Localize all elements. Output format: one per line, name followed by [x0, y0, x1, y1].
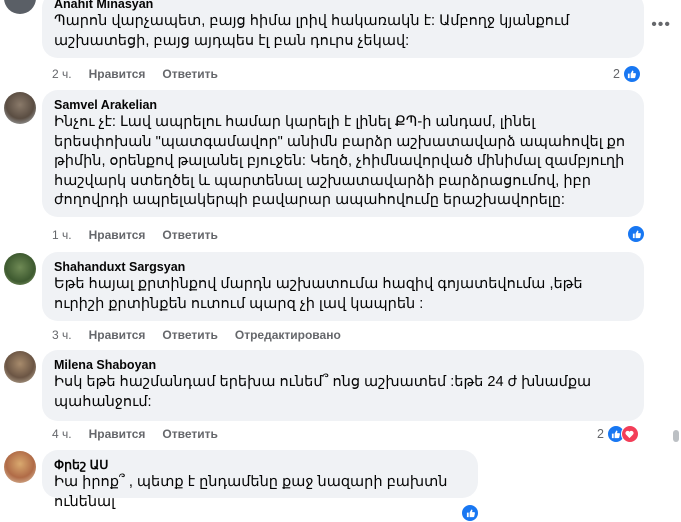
avatar[interactable] — [4, 351, 36, 383]
reaction-summary[interactable] — [597, 425, 639, 443]
comment-actions — [52, 67, 235, 81]
comment-time[interactable]: 1 ч. — [52, 228, 72, 242]
comment-time[interactable]: 3 ч. — [52, 328, 72, 342]
comment-bubble — [42, 350, 644, 421]
like-button[interactable]: Нравится — [88, 67, 146, 81]
reaction-count: 2 — [613, 67, 620, 81]
reply-button[interactable]: Ответить — [162, 328, 218, 342]
reaction-summary[interactable] — [458, 504, 479, 522]
avatar[interactable] — [4, 451, 36, 483]
comment-text: Իսկ եթե հաշմանդամ երեխա ունեմ՞ ոնց աշխատեմ :եթե 24 ժ խնամքա պահանջում: — [54, 374, 592, 410]
comment-author[interactable]: Anahit Minasyan — [54, 0, 154, 11]
comment-actions — [52, 328, 358, 342]
comment-author[interactable]: Shahanduxt Sargsyan — [54, 260, 186, 274]
avatar[interactable] — [4, 0, 36, 14]
reply-button[interactable]: Ответить — [162, 228, 218, 242]
comment-text: Պարոն վարչապետ, բայց հիմա լրիվ հակառակն է: Ամբողջ կյանքում աշխատեցի, բայց այդպես էլ բան դուրս չեկավ: — [54, 13, 570, 49]
avatar[interactable] — [4, 92, 36, 124]
like-button[interactable]: Нравится — [88, 228, 146, 242]
more-options-icon[interactable]: ••• — [651, 16, 671, 33]
scrollbar-thumb[interactable] — [673, 430, 679, 442]
comment-author[interactable]: Samvel Arakelian — [54, 98, 158, 112]
comment-text: Ինչու չէ: Լավ ապրելու համար կարելի է լինել ՔՊ-ի անդամ, լինել երեսփոխան "պատգամավոր" անիմն բարձր աշխատավարձ ապահովել քո թիմին, օրենքով թալանել բյուջեն: Կեղծ, չհիմնավորված մինիմալ զամբյուղի հաշվարկ ստեղծել և պարտենալ աշխատավարձի բարձրացումով, իբր ժողովրդի ապրելակերպի բավարար ապահովումը երաշխավորելը: — [54, 114, 626, 208]
like-button[interactable]: Нравится — [88, 328, 146, 342]
comment-author[interactable]: Milena Shaboyan — [54, 358, 157, 372]
reaction-count: 2 — [597, 427, 604, 441]
comment-bubble — [42, 450, 478, 510]
like-icon — [461, 504, 479, 522]
comment-author[interactable]: Փրեշ ԱՍ — [54, 458, 109, 472]
like-icon — [623, 65, 641, 83]
comment-bubble — [42, 90, 644, 217]
like-icon — [627, 225, 645, 243]
comment-actions — [52, 427, 235, 441]
comment-time[interactable]: 4 ч. — [52, 427, 72, 441]
heart-icon — [621, 425, 639, 443]
edited-label: Отредактировано — [234, 328, 341, 342]
reaction-summary[interactable] — [624, 225, 645, 243]
reply-button[interactable]: Ответить — [162, 427, 218, 441]
comment-actions — [52, 228, 235, 242]
comment-bubble — [42, 0, 644, 58]
reply-button[interactable]: Ответить — [162, 67, 218, 81]
comment-text: Եթե հայալ քրտինքով մարդն աշխատումա հազիվ գոյատեվումա ,եթե ուրիշի քրտինքեն ուտում պարզ չի լավ կապրեն : — [54, 276, 583, 312]
comment-bubble — [42, 252, 644, 321]
comment-time[interactable]: 2 ч. — [52, 67, 72, 81]
reaction-summary[interactable] — [613, 65, 641, 83]
comment-text: Իա իրոք՞ , պետք է ընդամենը քաջ նազարի բախտն ունենալ — [54, 474, 448, 510]
avatar[interactable] — [4, 253, 36, 285]
like-button[interactable]: Нравится — [88, 427, 146, 441]
